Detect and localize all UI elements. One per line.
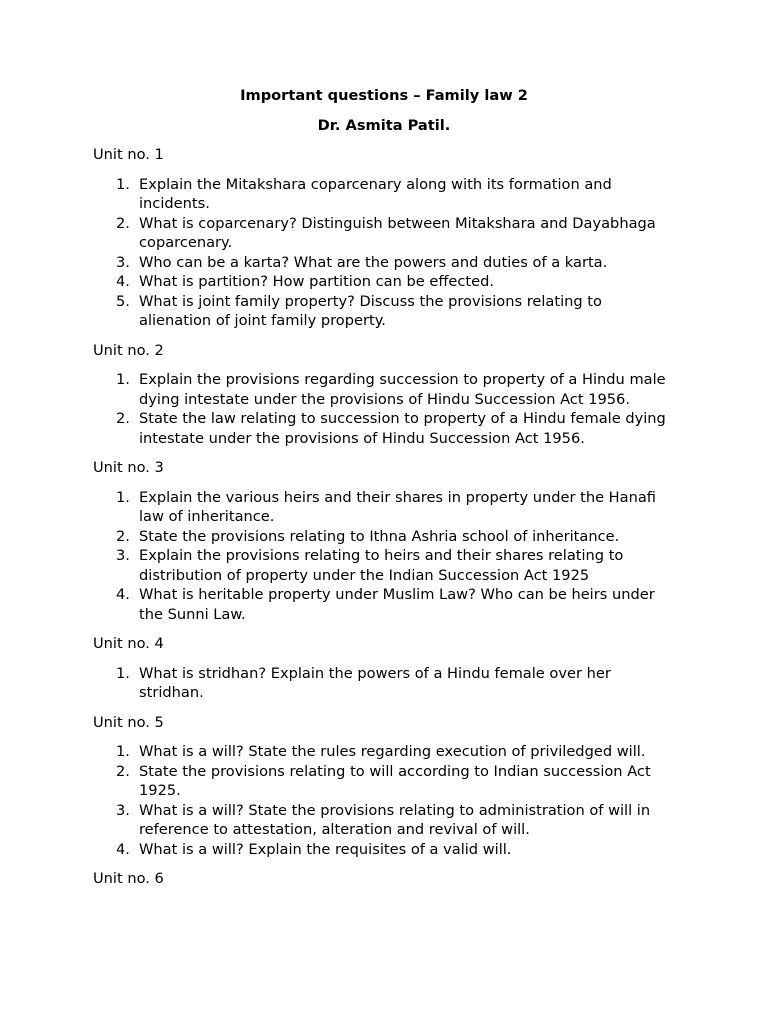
question-item: [93, 585, 673, 624]
question-item: [93, 272, 673, 292]
question-number: 1.: [116, 488, 130, 506]
question-text: Explain the provisions regarding succession to property of a Hindu male dying intestate under the provisions of Hindu Succession Act 1956.: [139, 371, 666, 408]
question-item: [93, 253, 673, 273]
question-text: What is heritable property under Muslim Law? Who can be heirs under the Sunni Law.: [139, 586, 655, 623]
question-item: [93, 546, 673, 585]
question-list: [93, 742, 673, 859]
question-number: 4.: [116, 840, 130, 858]
document-title: Important questions – Family law 2: [240, 87, 528, 104]
question-text: Who can be a karta? What are the powers and duties of a karta.: [139, 253, 608, 271]
question-number: 1.: [116, 743, 130, 760]
question-item: [93, 214, 673, 253]
units-container: [93, 145, 673, 899]
question-text: State the law relating to succession to property of a Hindu female dying intestate under the provisions of Hindu Succession Act 1956.: [139, 410, 666, 447]
question-item: [93, 370, 673, 409]
question-number: 1.: [116, 175, 130, 193]
question-text: Explain the Mitakshara coparcenary along with its formation and incidents.: [139, 175, 612, 212]
question-list: [93, 175, 673, 331]
question-item: [93, 488, 673, 527]
question-number: 3.: [116, 801, 130, 819]
question-item: [93, 664, 673, 703]
question-text: What is a will? State the rules regarding execution of priviledged will.: [139, 743, 646, 760]
question-number: 5.: [116, 292, 130, 310]
unit-heading: Unit no. 4: [93, 635, 164, 652]
question-number: 3.: [116, 253, 130, 271]
question-item: [93, 175, 673, 214]
question-list: [93, 664, 673, 703]
question-number: 2.: [116, 410, 130, 427]
question-item: [93, 840, 673, 860]
unit-heading: Unit no. 5: [93, 713, 164, 731]
question-item: [93, 527, 673, 547]
question-number: 3.: [116, 547, 130, 564]
question-list: [93, 370, 673, 448]
question-number: 2.: [116, 527, 130, 545]
unit-heading: Unit no. 6: [93, 870, 164, 887]
question-number: 2.: [116, 762, 130, 780]
question-number: 4.: [116, 273, 130, 290]
question-item: [93, 801, 673, 840]
question-number: 1.: [116, 371, 130, 388]
question-item: [93, 292, 673, 331]
question-text: State the provisions relating to will according to Indian succession Act 1925.: [139, 762, 651, 799]
question-item: [93, 762, 673, 801]
question-item: [93, 409, 673, 448]
document-author: Dr. Asmita Patil.: [317, 117, 451, 134]
question-text: What is stridhan? Explain the powers of a Hindu female over her stridhan.: [139, 664, 611, 701]
question-list: [93, 488, 673, 625]
question-text: Explain the various heirs and their shares in property under the Hanafi law of inheritance.: [139, 488, 656, 525]
unit-heading: Unit no. 3: [93, 459, 164, 476]
question-text: State the provisions relating to Ithna Ashria school of inheritance.: [139, 527, 620, 545]
question-text: What is partition? How partition can be effected.: [139, 273, 495, 290]
question-text: What is a will? State the provisions relating to administration of will in reference to attestation, alteration and revival of will.: [139, 801, 651, 838]
question-text: What is a will? Explain the requisites of a valid will.: [139, 840, 512, 858]
unit-heading: Unit no. 2: [93, 341, 164, 359]
question-text: What is coparcenary? Distinguish between Mitakshara and Dayabhaga coparcenary.: [139, 214, 656, 251]
question-item: [93, 742, 673, 762]
question-number: 1.: [116, 664, 130, 682]
unit-heading: Unit no. 1: [93, 146, 164, 163]
question-text: Explain the provisions relating to heirs and their shares relating to distribution of property under the Indian Succession Act 1925: [139, 547, 624, 584]
question-number: 4.: [116, 586, 130, 603]
question-text: What is joint family property? Discuss the provisions relating to alienation of joint family property.: [139, 292, 602, 329]
question-number: 2.: [116, 214, 130, 232]
